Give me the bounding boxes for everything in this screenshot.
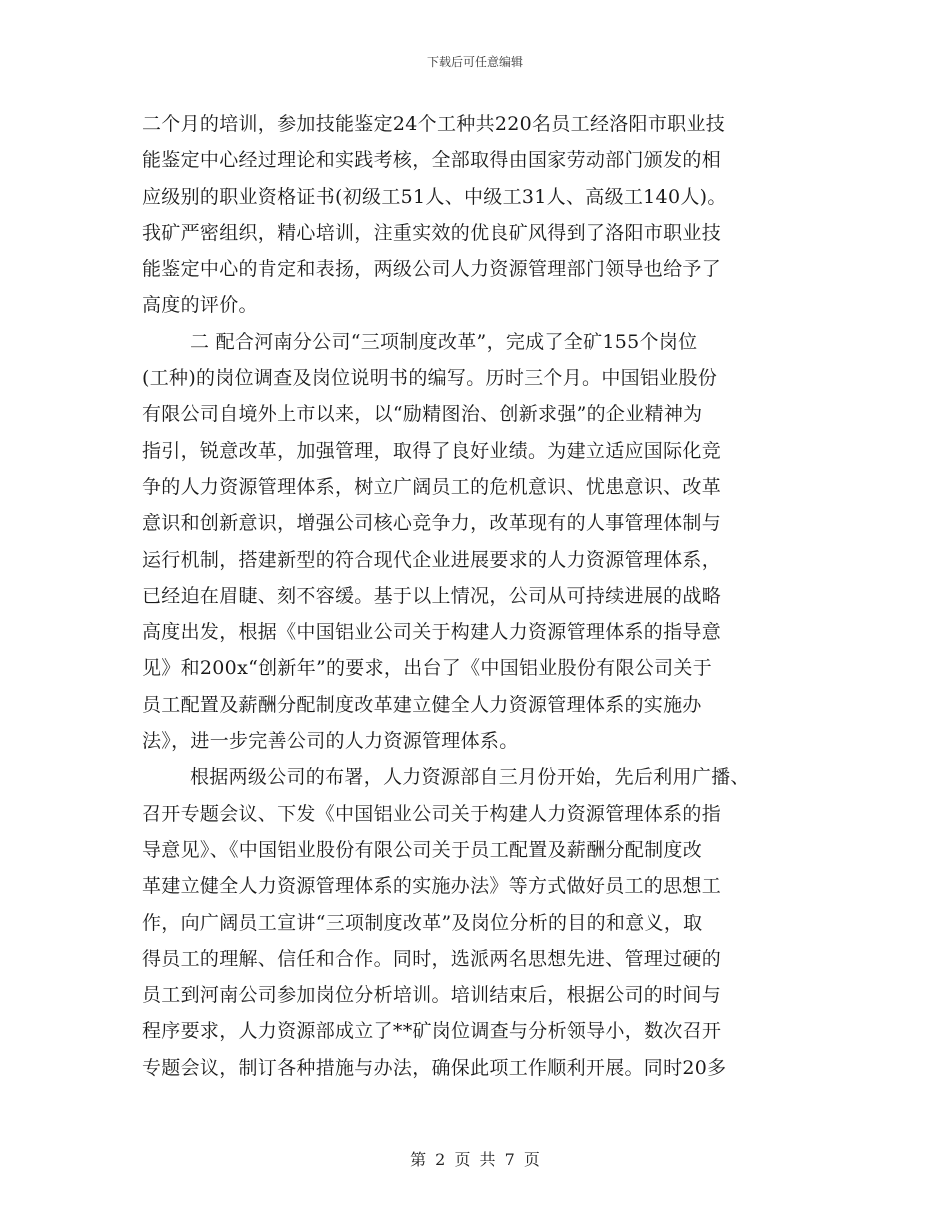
text-line: 二个月的培训，参加技能鉴定24个工种共220名员工经洛阳市职业技 — [142, 113, 726, 135]
text-line: 得员工的理解、信任和合作。同时，选派两名思想先进、管理过硬的 — [142, 947, 722, 970]
paragraph — [142, 324, 802, 760]
text-line: 导意见》、《中国铝业股份有限公司关于员工配置及薪酬分配制度改 — [142, 838, 703, 861]
text-line: 运行机制，搭建新型的符合现代企业进展要求的人力资源管理体系， — [142, 548, 722, 571]
text-line: 意识和创新意识，增强公司核心竞争力，改革现有的人事管理体制与 — [142, 512, 722, 535]
text-line: 已经迫在眉睫、刻不容缓。基于以上情况，公司从可持续进展的战略 — [142, 584, 722, 607]
text-line: 法》，进一步完善公司的人力资源管理体系。 — [142, 730, 519, 753]
paragraph — [142, 106, 802, 324]
text-line: 根据两级公司的布署，人力资源部自三月份开始，先后利用广播、 — [190, 766, 750, 789]
text-line: 高度出发，根据《中国铝业公司关于构建人力资源管理体系的指导意 — [142, 621, 722, 644]
text-line: 指引，锐意改革，加强管理，取得了良好业绩。为建立适应国际化竞 — [142, 439, 722, 462]
text-line: 员工到河南公司参加岗位分析培训。培训结束后，根据公司的时间与 — [142, 984, 722, 1007]
text-line: 应级别的职业资格证书(初级工51人、中级工31人、高级工140人)。 — [142, 185, 727, 208]
text-line: 见》和200x“创新年”的要求，出台了《中国铝业股份有限公司关于 — [142, 657, 713, 680]
paragraph — [142, 759, 802, 1086]
text-line: 革建立健全人力资源管理体系的实施办法》等方式做好员工的思想工 — [142, 875, 722, 898]
document-body — [142, 106, 802, 1086]
page-header-note: 下载后可任意编辑 — [426, 55, 523, 69]
text-line: 能鉴定中心的肯定和表扬，两级公司人力资源管理部门领导也给予了 — [142, 258, 722, 281]
text-line: 有限公司自境外上市以来，以“励精图治、创新求强”的企业精神为 — [142, 403, 703, 426]
text-line: 员工配置及薪酬分配制度改革建立健全人力资源管理体系的实施办 — [142, 693, 702, 716]
text-line: 我矿严密组织，精心培训，注重实效的优良矿风得到了洛阳市职业技 — [142, 221, 722, 244]
text-line: (工种)的岗位调查及岗位说明书的编写。历时三个月。中国铝业股份 — [142, 367, 718, 390]
text-line: 能鉴定中心经过理论和实践考核，全部取得由国家劳动部门颁发的相 — [142, 149, 722, 172]
text-line: 作，向广阔员工宣讲“三项制度改革”及岗位分析的目的和意义，取 — [142, 911, 703, 934]
text-line: 高度的评价。 — [142, 294, 258, 317]
text-line: 二 配合河南分公司“三项制度改革”，完成了全矿155个岗位 — [190, 330, 698, 353]
text-line: 争的人力资源管理体系，树立广阔员工的危机意识、忧患意识、改革 — [142, 475, 722, 498]
page-number: 第 2 页 共 7 页 — [410, 1150, 540, 1169]
text-line: 程序要求，人力资源部成立了**矿岗位调查与分析领导小，数次召开 — [142, 1020, 722, 1043]
text-line: 专题会议，制订各种措施与办法，确保此项工作顺利开展。同时20多 — [142, 1056, 727, 1079]
text-line: 召开专题会议、下发《中国铝业公司关于构建人力资源管理体系的指 — [142, 802, 722, 825]
